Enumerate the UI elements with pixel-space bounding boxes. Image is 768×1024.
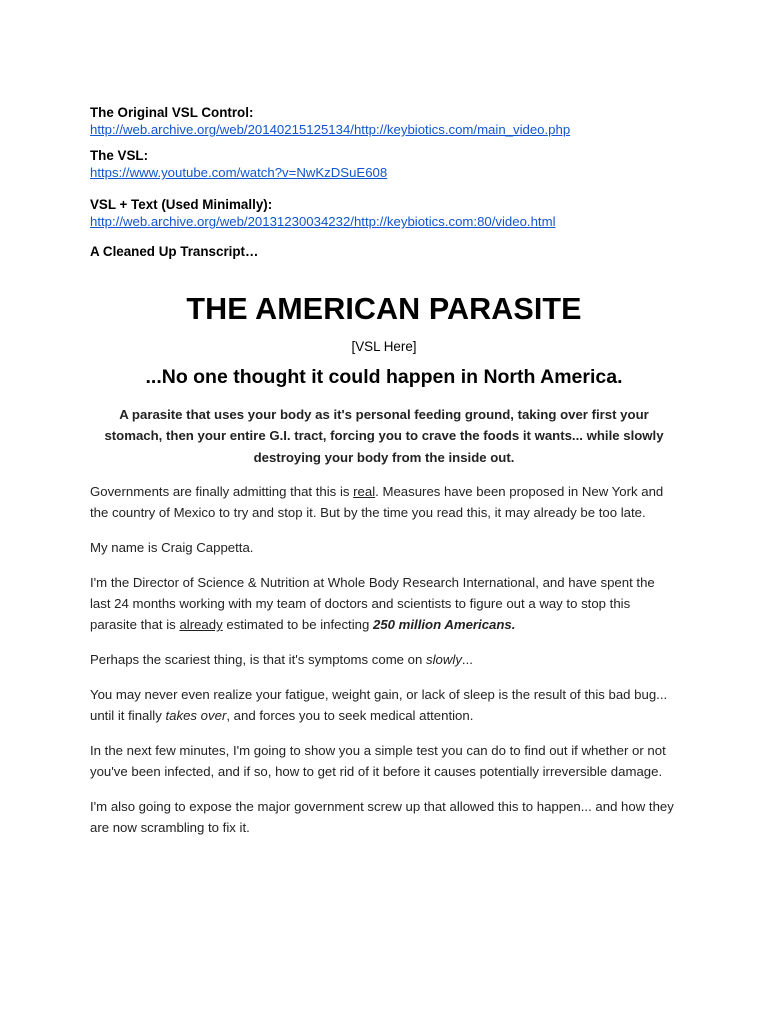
subtitle: ...No one thought it could happen in North America. xyxy=(145,366,623,388)
page-title: THE AMERICAN PARASITE xyxy=(186,292,582,326)
reference-link[interactable]: https://www.youtube.com/watch?v=NwKzDSuE608 xyxy=(90,165,388,180)
body-paragraph: My name is Craig Cappetta. xyxy=(90,539,254,555)
body-paragraph: I'm also going to expose the major government screw up that allowed this to happen... and how they are now scrambling to fix it. xyxy=(90,799,674,836)
text-run: ... xyxy=(461,652,473,668)
text-run: Governments are finally admitting that this is xyxy=(90,483,354,499)
vsl-placeholder: [VSL Here] xyxy=(351,339,417,354)
body-paragraph: In the next few minutes, I'm going to show you a simple test you can do to find out if whether or not you've been infected, and if so, how to get rid of it before it causes potentially irreversible damage. xyxy=(90,743,666,780)
reference-vsl-text xyxy=(90,196,678,230)
emphasis-bold-italic: 250 million Americans. xyxy=(372,617,516,633)
text-run: , and forces you to seek medical attention. xyxy=(226,708,474,724)
text-run: You may never even realize your fatigue, weight gain, or lack of sleep is the result of this bad bug... until it finally xyxy=(90,686,668,724)
reference-link[interactable]: http://web.archive.org/web/20140215125134/http://keybiotics.com/main_video.php xyxy=(90,122,571,137)
body-paragraph xyxy=(90,481,678,524)
text-run: . Measures have been proposed in New York and the country of Mexico to try and stop it. But by the time you read this, it may already be too late. xyxy=(90,483,664,521)
reference-label: The VSL: xyxy=(90,148,149,163)
text-run: Perhaps the scariest thing, is that it's symptoms come on xyxy=(90,652,427,668)
reference-original-vsl xyxy=(90,104,678,138)
emphasis-italic: takes over xyxy=(165,708,227,724)
reference-the-vsl xyxy=(90,147,678,181)
lead-paragraph: A parasite that uses your body as it's personal feeding ground, taking over first your stomach, then your entire G.I. tract, forcing you to crave the foods it wants... while slowly destroying your body from the inside out. xyxy=(104,407,664,465)
transcript-label: A Cleaned Up Transcript… xyxy=(90,244,259,259)
emphasis-underline: real xyxy=(353,483,376,499)
body-paragraph xyxy=(90,649,678,670)
emphasis-underline: already xyxy=(179,617,223,633)
emphasis-italic: slowly xyxy=(426,652,462,668)
reference-label: VSL + Text (Used Minimally): xyxy=(90,197,273,212)
text-run: I'm the Director of Science & Nutrition at Whole Body Research International, and have spent the last 24 months working with my team of doctors and scientists to figure out a way to stop this parasite that is xyxy=(90,574,655,633)
body-paragraph xyxy=(90,684,678,727)
reference-label: The Original VSL Control: xyxy=(90,105,254,120)
document-page xyxy=(90,104,678,839)
body-paragraph xyxy=(90,572,678,636)
reference-link[interactable]: http://web.archive.org/web/20131230034232/http://keybiotics.com:80/video.html xyxy=(90,214,556,229)
text-run: estimated to be infecting xyxy=(222,617,373,633)
